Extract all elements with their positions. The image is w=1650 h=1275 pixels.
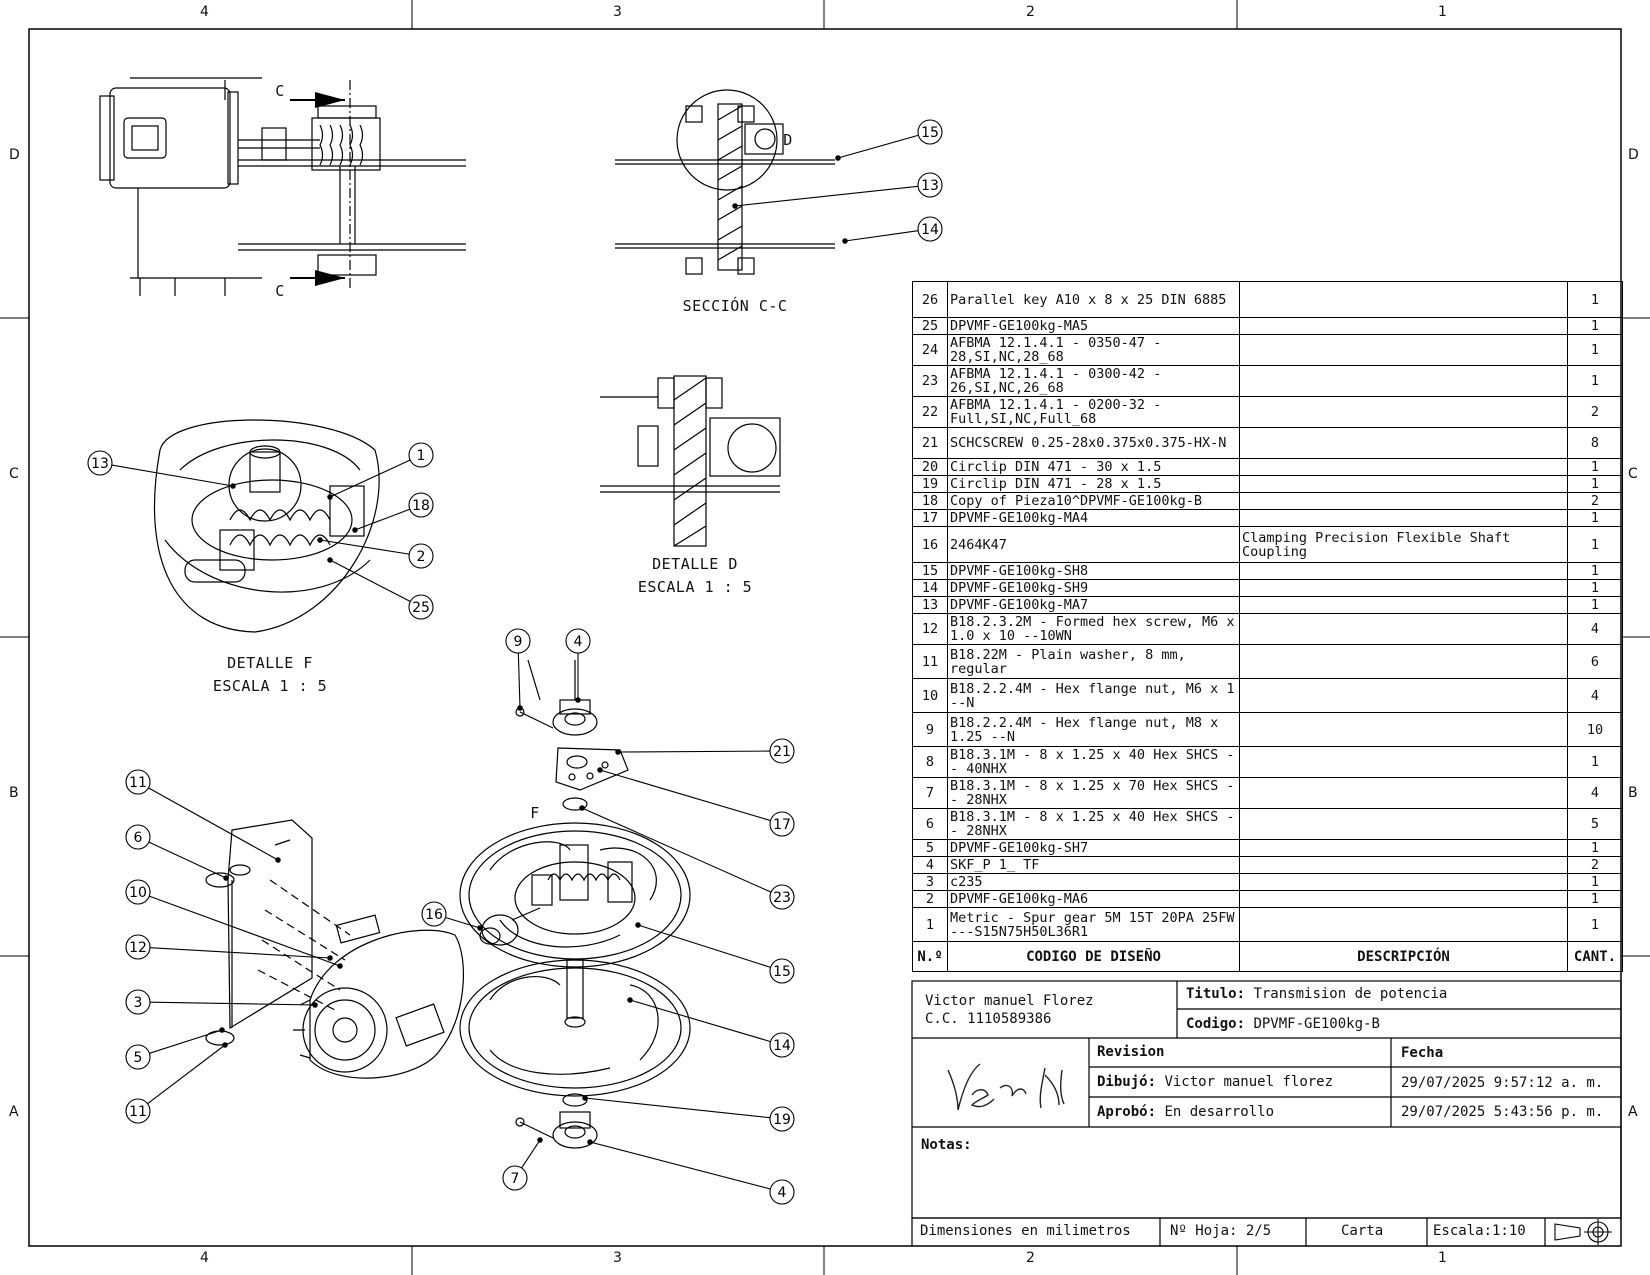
aprobo-field xyxy=(1097,1104,1274,1120)
bom-item-quantity: 4 xyxy=(1568,614,1623,645)
item-balloon-label: 15 xyxy=(921,125,939,141)
section-cc-drawing xyxy=(615,90,835,274)
bom-item-description xyxy=(1240,679,1568,713)
section-marker-c-bottom: C xyxy=(275,282,285,300)
section-cc-caption: SECCIÓN C-C xyxy=(682,297,788,315)
bom-item-quantity: 1 xyxy=(1568,510,1623,527)
titulo-field xyxy=(1186,986,1447,1002)
balloon-leader xyxy=(845,231,918,241)
bom-item-quantity: 1 xyxy=(1568,459,1623,476)
zone-col-top-2: 2 xyxy=(1026,4,1035,20)
bom-item-description xyxy=(1240,282,1568,318)
bom-item-description xyxy=(1240,597,1568,614)
bom-item-number: 23 xyxy=(913,366,948,397)
bom-row xyxy=(913,713,1623,747)
detail-marker-d: D xyxy=(783,131,793,149)
bom-item-quantity: 10 xyxy=(1568,713,1623,747)
item-balloon-label: 2 xyxy=(416,549,426,565)
bom-item-code: B18.3.1M - 8 x 1.25 x 70 Hex SHCS -- 28NHX xyxy=(948,778,1240,809)
bom-item-description xyxy=(1240,874,1568,891)
bom-row xyxy=(913,874,1623,891)
bom-item-code: B18.2.2.4M - Hex flange nut, M6 x 1 --N xyxy=(948,679,1240,713)
zone-row-right-d: D xyxy=(1628,147,1639,163)
bom-item-number: 2 xyxy=(913,891,948,908)
fecha-label: Fecha xyxy=(1401,1045,1444,1061)
bom-item-number: 13 xyxy=(913,597,948,614)
bom-item-number: 9 xyxy=(913,713,948,747)
bom-item-quantity: 6 xyxy=(1568,645,1623,679)
item-balloon-label: 3 xyxy=(133,995,143,1011)
bom-item-number: 15 xyxy=(913,563,948,580)
titulo-label: Titulo: xyxy=(1186,986,1246,1002)
bom-item-code: Metric - Spur gear 5M 15T 20PA 25FW ---S15N75H50L36R1 xyxy=(948,908,1240,942)
balloon-leader-dot xyxy=(276,858,280,862)
author-id: C.C. 1110589386 xyxy=(925,1011,1052,1027)
zone-row-left-d: D xyxy=(9,147,20,163)
balloon-leader-dot xyxy=(636,923,640,927)
bom-item-description xyxy=(1240,510,1568,527)
zone-row-left-a: A xyxy=(9,1104,19,1120)
item-balloon-label: 4 xyxy=(777,1185,787,1201)
item-balloon-label: 19 xyxy=(773,1112,791,1128)
bom-item-number: 11 xyxy=(913,645,948,679)
balloon-leader xyxy=(585,1098,770,1118)
bom-item-code: DPVMF-GE100kg-SH8 xyxy=(948,563,1240,580)
bom-item-code: DPVMF-GE100kg-MA4 xyxy=(948,510,1240,527)
balloon-leader-dot xyxy=(733,204,737,208)
bom-item-description xyxy=(1240,809,1568,840)
balloon-leader-dot xyxy=(353,528,357,532)
bom-item-description xyxy=(1240,857,1568,874)
balloon-leader xyxy=(148,788,278,860)
bom-item-code: DPVMF-GE100kg-MA5 xyxy=(948,318,1240,335)
bom-item-description xyxy=(1240,747,1568,778)
balloon-leader-dot xyxy=(220,1028,224,1032)
bom-item-code: B18.3.1M - 8 x 1.25 x 40 Hex SHCS -- 28NHX xyxy=(948,809,1240,840)
bom-item-description xyxy=(1240,397,1568,428)
bom-item-quantity: 5 xyxy=(1568,809,1623,840)
balloon-leader-dot xyxy=(616,750,620,754)
bom-item-number: 19 xyxy=(913,476,948,493)
balloon-leader-dot xyxy=(338,964,342,968)
balloon-leader-dot xyxy=(328,495,332,499)
bom-item-number: 6 xyxy=(913,809,948,840)
bom-item-quantity: 1 xyxy=(1568,580,1623,597)
balloon-leader-dot xyxy=(580,806,584,810)
bom-item-quantity: 2 xyxy=(1568,397,1623,428)
balloon-leader xyxy=(600,770,770,821)
bom-item-code: c235 xyxy=(948,874,1240,891)
dibujo-field xyxy=(1097,1074,1333,1090)
bom-item-quantity: 1 xyxy=(1568,597,1623,614)
bom-item-code: 2464K47 xyxy=(948,527,1240,563)
bom-item-quantity: 4 xyxy=(1568,679,1623,713)
codigo-value: DPVMF-GE100kg-B xyxy=(1253,1016,1380,1032)
bom-item-quantity: 2 xyxy=(1568,493,1623,510)
bom-item-quantity: 1 xyxy=(1568,476,1623,493)
bom-item-code: B18.3.1M - 8 x 1.25 x 40 Hex SHCS -- 40NHX xyxy=(948,747,1240,778)
balloon-leader xyxy=(590,1142,770,1189)
balloon-leader-dot xyxy=(478,926,482,930)
bom-item-code: B18.2.2.4M - Hex flange nut, M8 x 1.25 --N xyxy=(948,713,1240,747)
bom-item-code: AFBMA 12.1.4.1 - 0300-42 - 26,SI,NC,26_68 xyxy=(948,366,1240,397)
bom-item-code: SKF_P 1_ TF xyxy=(948,857,1240,874)
item-balloon-label: 1 xyxy=(416,448,426,464)
item-balloon-label: 14 xyxy=(773,1038,791,1054)
bom-item-description xyxy=(1240,335,1568,366)
item-balloon-label: 13 xyxy=(921,178,939,194)
top-view-drawing xyxy=(100,78,466,296)
bom-row xyxy=(913,857,1623,874)
bom-row xyxy=(913,397,1623,428)
bom-row xyxy=(913,563,1623,580)
item-balloon-label: 15 xyxy=(773,964,791,980)
bom-row xyxy=(913,840,1623,857)
balloon-leader xyxy=(630,1000,770,1042)
zone-col-top-1: 1 xyxy=(1438,4,1447,20)
bom-item-quantity: 8 xyxy=(1568,428,1623,459)
bom-item-code: AFBMA 12.1.4.1 - 0200-32 - Full,SI,NC,Full_68 xyxy=(948,397,1240,428)
item-balloon-label: 5 xyxy=(133,1050,143,1066)
author-name: Victor manuel Florez xyxy=(925,993,1094,1009)
dibujo-value: Victor manuel florez xyxy=(1164,1074,1334,1090)
section-marker-c-top: C xyxy=(275,82,285,100)
bom-item-description xyxy=(1240,891,1568,908)
zone-col-bottom-2: 2 xyxy=(1026,1250,1035,1266)
bom-row xyxy=(913,428,1623,459)
revision-label: Revision xyxy=(1097,1044,1165,1060)
bom-item-quantity: 1 xyxy=(1568,527,1623,563)
item-balloon-label: 25 xyxy=(412,600,430,616)
balloon-leader xyxy=(838,135,918,158)
bom-item-code: SCHCSCREW 0.25-28x0.375x0.375-HX-N xyxy=(948,428,1240,459)
item-balloon-label: 17 xyxy=(773,817,791,833)
bom-row xyxy=(913,908,1623,942)
bom-row xyxy=(913,645,1623,679)
bom-header-row xyxy=(913,942,1623,972)
dibujo-label: Dibujó: xyxy=(1097,1074,1157,1090)
titulo-value: Transmision de potencia xyxy=(1253,986,1448,1002)
zone-row-right-c: C xyxy=(1628,466,1638,482)
detail-d-caption: DETALLE D xyxy=(652,555,738,573)
balloon-leader xyxy=(148,1045,225,1104)
balloon-leader-dot xyxy=(518,706,522,710)
bom-item-code: Parallel key A10 x 8 x 25 DIN 6885 xyxy=(948,282,1240,318)
bom-item-description xyxy=(1240,493,1568,510)
balloon-leader-dot xyxy=(538,1138,542,1142)
detail-f-caption: DETALLE F xyxy=(227,654,313,672)
bom-item-description xyxy=(1240,563,1568,580)
detail-d-scale: ESCALA 1 : 5 xyxy=(637,578,753,596)
balloon-leader-dot xyxy=(843,239,847,243)
bom-item-code: DPVMF-GE100kg-MA6 xyxy=(948,891,1240,908)
balloon-leader xyxy=(582,808,771,892)
bom-row xyxy=(913,527,1623,563)
balloon-leader-dot xyxy=(313,1003,317,1007)
item-balloon-label: 11 xyxy=(129,1104,147,1120)
bom-item-code: DPVMF-GE100kg-SH7 xyxy=(948,840,1240,857)
balloon-leader xyxy=(735,186,918,206)
paper-size: Carta xyxy=(1341,1223,1384,1239)
balloon-leader-dot xyxy=(598,768,602,772)
bom-row xyxy=(913,891,1623,908)
item-balloon-label: 6 xyxy=(133,830,143,846)
units-note: Dimensiones en milimetros xyxy=(920,1223,1131,1239)
balloon-leader-dot xyxy=(318,538,322,542)
bom-item-number: 8 xyxy=(913,747,948,778)
bom-item-quantity: 1 xyxy=(1568,318,1623,335)
item-balloon-label: 21 xyxy=(773,744,791,760)
aprobo-date: 29/07/2025 5:43:56 p. m. xyxy=(1401,1104,1604,1120)
balloon-leader xyxy=(445,917,480,928)
bom-item-description xyxy=(1240,366,1568,397)
dibujo-date: 29/07/2025 9:57:12 a. m. xyxy=(1401,1075,1604,1091)
bom-item-description xyxy=(1240,428,1568,459)
signature-mark xyxy=(948,1064,1064,1110)
bom-item-description xyxy=(1240,476,1568,493)
bom-row xyxy=(913,282,1623,318)
balloon-leader-dot xyxy=(223,1043,227,1047)
bom-item-number: 7 xyxy=(913,778,948,809)
bom-item-description xyxy=(1240,614,1568,645)
aprobo-label: Aprobó: xyxy=(1097,1104,1157,1120)
bom-item-description xyxy=(1240,908,1568,942)
bom-item-description xyxy=(1240,459,1568,476)
bom-row xyxy=(913,809,1623,840)
balloon-leader-dot xyxy=(328,558,332,562)
bom-item-number: 25 xyxy=(913,318,948,335)
balloon-leader-dot xyxy=(576,698,580,702)
zone-col-bottom-4: 4 xyxy=(200,1250,209,1266)
balloon-leader xyxy=(149,896,340,966)
detail-f-drawing xyxy=(154,420,379,632)
bom-row xyxy=(913,335,1623,366)
item-balloon-label: 10 xyxy=(129,885,147,901)
balloon-leader-dot xyxy=(224,876,228,880)
bill-of-materials-table xyxy=(912,281,1623,972)
item-balloon-label: 14 xyxy=(921,222,939,238)
balloon-leader xyxy=(112,465,233,486)
balloon-leader xyxy=(638,925,771,967)
sheet-number: Nº Hoja: 2/5 xyxy=(1170,1223,1272,1239)
item-balloon-label: 16 xyxy=(425,907,443,923)
bom-item-number: 17 xyxy=(913,510,948,527)
bom-header-quantity: CANT. xyxy=(1568,942,1623,972)
bom-item-code: B18.2.3.2M - Formed hex screw, M6 x 1.0 x 10 --10WN xyxy=(948,614,1240,645)
bom-item-description xyxy=(1240,840,1568,857)
bom-item-number: 16 xyxy=(913,527,948,563)
bom-item-number: 20 xyxy=(913,459,948,476)
bom-item-quantity: 1 xyxy=(1568,282,1623,318)
bom-header-code: CODIGO DE DISEÑO xyxy=(948,942,1240,972)
bom-item-code: B18.22M - Plain washer, 8 mm, regular xyxy=(948,645,1240,679)
bom-row xyxy=(913,597,1623,614)
bom-item-number: 14 xyxy=(913,580,948,597)
zone-row-left-b: B xyxy=(9,785,19,801)
bom-item-description xyxy=(1240,580,1568,597)
bom-item-quantity: 1 xyxy=(1568,891,1623,908)
bom-row xyxy=(913,778,1623,809)
balloon-leader xyxy=(518,653,520,708)
item-balloon-label: 7 xyxy=(510,1171,520,1187)
zone-row-left-c: C xyxy=(9,466,19,482)
bom-item-quantity: 1 xyxy=(1568,366,1623,397)
bom-item-quantity: 4 xyxy=(1568,778,1623,809)
bom-item-code: DPVMF-GE100kg-MA7 xyxy=(948,597,1240,614)
bom-row xyxy=(913,493,1623,510)
bom-item-description xyxy=(1240,645,1568,679)
zone-row-right-a: A xyxy=(1628,1104,1638,1120)
bom-item-number: 12 xyxy=(913,614,948,645)
bom-item-code: Circlip DIN 471 - 30 x 1.5 xyxy=(948,459,1240,476)
bom-item-quantity: 1 xyxy=(1568,908,1623,942)
item-balloon-label: 13 xyxy=(91,456,109,472)
zone-col-top-4: 4 xyxy=(200,4,209,20)
bom-item-quantity: 1 xyxy=(1568,563,1623,580)
item-balloon-label: 23 xyxy=(773,890,791,906)
exploded-assembly-drawing xyxy=(206,660,690,1148)
notas-label: Notas: xyxy=(921,1137,972,1153)
bom-item-description: Clamping Precision Flexible Shaft Coupling xyxy=(1240,527,1568,563)
balloon-leader xyxy=(355,509,410,530)
bom-item-code: DPVMF-GE100kg-SH9 xyxy=(948,580,1240,597)
bom-item-code: Copy of Pieza10^DPVMF-GE100kg-B xyxy=(948,493,1240,510)
bom-row xyxy=(913,580,1623,597)
bom-header-description: DESCRIPCIÓN xyxy=(1240,942,1568,972)
item-balloon-label: 11 xyxy=(129,775,147,791)
bom-row xyxy=(913,366,1623,397)
bom-row xyxy=(913,318,1623,335)
bom-item-quantity: 1 xyxy=(1568,874,1623,891)
codigo-field xyxy=(1186,1016,1380,1032)
codigo-label: Codigo: xyxy=(1186,1016,1246,1032)
bom-item-quantity: 1 xyxy=(1568,747,1623,778)
bom-item-number: 4 xyxy=(913,857,948,874)
item-balloon-label: 12 xyxy=(129,940,147,956)
bom-item-quantity: 1 xyxy=(1568,335,1623,366)
bom-row xyxy=(913,476,1623,493)
item-balloon-label: 4 xyxy=(573,634,583,650)
detail-d-drawing xyxy=(600,376,780,546)
balloon-leader xyxy=(522,1140,540,1168)
bom-item-number: 3 xyxy=(913,874,948,891)
balloon-leader-dot xyxy=(231,484,235,488)
bom-row xyxy=(913,614,1623,645)
balloon-leader-dot xyxy=(328,956,332,960)
balloon-leader-dot xyxy=(836,156,840,160)
balloon-leader xyxy=(618,751,770,752)
zone-col-bottom-1: 1 xyxy=(1438,1250,1447,1266)
zone-row-right-b: B xyxy=(1628,785,1638,801)
bom-row xyxy=(913,510,1623,527)
balloon-leader-dot xyxy=(628,998,632,1002)
zone-col-top-3: 3 xyxy=(613,4,622,20)
item-balloon-label: 18 xyxy=(412,498,430,514)
bom-item-code: AFBMA 12.1.4.1 - 0350-47 - 28,SI,NC,28_68 xyxy=(948,335,1240,366)
balloon-leader xyxy=(330,460,410,497)
item-balloon-label: 9 xyxy=(513,634,523,650)
bom-header-number: N.º xyxy=(913,942,948,972)
balloon-leader xyxy=(149,1030,222,1053)
bom-item-code: Circlip DIN 471 - 28 x 1.5 xyxy=(948,476,1240,493)
bom-item-number: 22 xyxy=(913,397,948,428)
aprobo-value: En desarrollo xyxy=(1164,1104,1275,1120)
bom-row xyxy=(913,679,1623,713)
bom-item-number: 5 xyxy=(913,840,948,857)
balloon-leader xyxy=(149,842,226,878)
bom-item-number: 1 xyxy=(913,908,948,942)
balloon-leader-dot xyxy=(588,1140,592,1144)
zone-col-bottom-3: 3 xyxy=(613,1250,622,1266)
balloon-leader-dot xyxy=(583,1096,587,1100)
scale-value: Escala:1:10 xyxy=(1433,1223,1526,1239)
bom-item-number: 18 xyxy=(913,493,948,510)
detail-marker-f: F xyxy=(530,804,540,822)
bom-item-quantity: 1 xyxy=(1568,840,1623,857)
bom-item-description xyxy=(1240,713,1568,747)
bom-item-number: 26 xyxy=(913,282,948,318)
bom-item-number: 24 xyxy=(913,335,948,366)
bom-item-number: 21 xyxy=(913,428,948,459)
balloon-leader xyxy=(320,540,409,554)
bom-item-description xyxy=(1240,778,1568,809)
bom-item-number: 10 xyxy=(913,679,948,713)
bom-row xyxy=(913,747,1623,778)
bom-row xyxy=(913,459,1623,476)
detail-f-scale: ESCALA 1 : 5 xyxy=(212,677,328,695)
bom-item-description xyxy=(1240,318,1568,335)
bom-item-quantity: 2 xyxy=(1568,857,1623,874)
projection-symbol-icon xyxy=(1555,1219,1612,1245)
